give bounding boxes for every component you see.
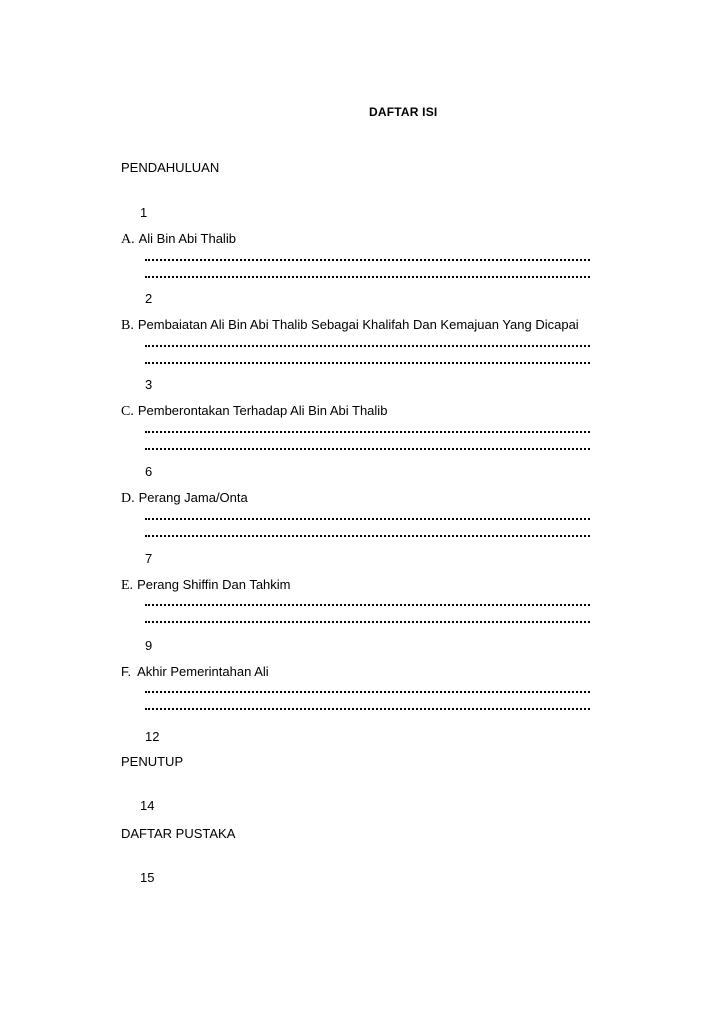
page-title: DAFTAR ISI xyxy=(369,105,438,119)
toc-page-number: 9 xyxy=(145,638,153,653)
toc-page-number: 2 xyxy=(145,291,153,306)
toc-entry-daftar-pustaka: DAFTAR PUSTAKA xyxy=(121,826,236,841)
dot-leader xyxy=(145,264,590,278)
toc-page-number: 6 xyxy=(145,464,153,479)
toc-page-number: 7 xyxy=(145,551,153,566)
toc-page-number: 1 xyxy=(140,205,148,220)
toc-entry-f xyxy=(121,664,269,679)
toc-entry-label: Ali Bin Abi Thalib xyxy=(138,231,236,246)
toc-page-number: 3 xyxy=(145,377,153,392)
toc-entry-letter: F. xyxy=(121,664,132,679)
toc-entry-label: Perang Shiffin Dan Tahkim xyxy=(137,577,291,592)
toc-entry-letter: D. xyxy=(121,491,135,506)
dot-leader xyxy=(145,609,590,623)
dot-leader xyxy=(145,592,590,606)
toc-page-number: 14 xyxy=(140,798,155,813)
dot-leader xyxy=(145,247,590,261)
toc-entry-letter: A. xyxy=(121,232,135,247)
toc-entry-d xyxy=(121,490,248,507)
dot-leader xyxy=(145,419,590,433)
toc-entry-label: Perang Jama/Onta xyxy=(138,490,248,505)
toc-entry-a xyxy=(121,231,236,248)
toc-page-number: 12 xyxy=(145,729,160,744)
toc-entry-label: Pembaiatan Ali Bin Abi Thalib Sebagai Khalifah Dan Kemajuan Yang Dicapai xyxy=(137,317,579,332)
dot-leader xyxy=(145,350,590,364)
dot-leader xyxy=(145,333,590,347)
toc-page-number: 15 xyxy=(140,870,155,885)
toc-entry-pendahuluan: PENDAHULUAN xyxy=(121,160,220,175)
dot-leader xyxy=(145,679,590,693)
toc-entry-label: Akhir Pemerintahan Ali xyxy=(137,664,269,679)
dot-leader xyxy=(145,696,590,710)
toc-entry-penutup: PENUTUP xyxy=(121,754,184,769)
toc-entry-letter: B. xyxy=(121,318,134,333)
toc-entry-letter: E. xyxy=(121,578,134,593)
toc-entry-b xyxy=(121,317,579,334)
toc-entry-label: Pemberontakan Terhadap Ali Bin Abi Thalib xyxy=(137,403,388,418)
toc-entry-c xyxy=(121,403,387,420)
dot-leader xyxy=(145,506,590,520)
dot-leader xyxy=(145,436,590,450)
toc-entry-letter: C. xyxy=(121,404,134,419)
dot-leader xyxy=(145,523,590,537)
